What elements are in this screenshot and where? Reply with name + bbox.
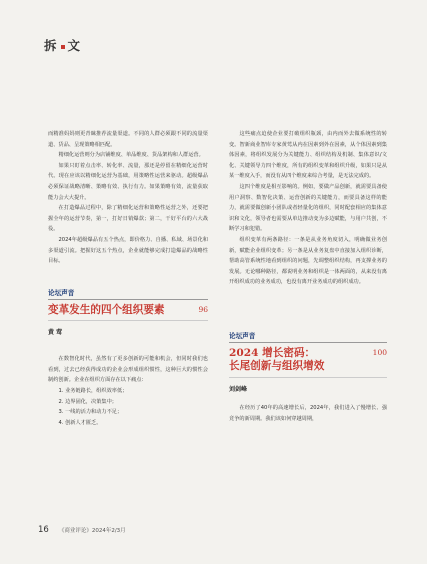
forum-tag: 论坛声音: [229, 331, 256, 340]
left-paragraph: 在打造爆品过程中，除了精细化运营和策略性运营之外，还要把握全年的运营节奏，第一，打好日销爆款；第二，干好平台的六大战役。: [48, 205, 208, 233]
divider: [48, 299, 208, 300]
divider: [48, 320, 208, 321]
left-column: [48, 129, 208, 428]
header-dot: [61, 45, 65, 49]
journal-name: 《商业评论》2024年2/3月: [58, 528, 126, 534]
left-paragraph: 如果只盯着点击率、转化率、流量，那还是停留在精细化运营时代。现在应该以精细化运营为基础，用策略性运营来驱动。超级爆品必须保证战略清晰、策略有效、执行有力。如果策略有效，流量获取能力会大大提升。: [48, 162, 208, 201]
article-author: 刘剑峰: [229, 385, 248, 393]
divider: [229, 342, 387, 343]
article-title-row: [48, 304, 208, 318]
article-title-line-1: 2024 增长密码：: [229, 346, 316, 359]
article-title-row: [229, 347, 387, 374]
article-page-number: 100: [372, 347, 387, 357]
list-item: 1. 业务链路长，组织效率低；: [58, 388, 128, 394]
right-paragraph: 这四个维度是相互影响的。例如，要做产品创新，就需要具备使用户洞察、数智化决策、运营创新的关键能力，而要具备这样的能力，就需要做创新小团队或者轻量化的组织，同时配套相应的集体意识和文化，领导者也需要从单边推动变为多边赋能，与用户共创，不断学习和犯错。: [229, 183, 387, 233]
article-page-number: 96: [198, 304, 208, 314]
left-paragraph: 精细化运营则分为店铺维度、单品维度、货品架构和人群运营。: [58, 152, 204, 159]
list-item: 3. 一线的活力和动力不足；: [58, 409, 123, 416]
right-column: [229, 129, 387, 424]
forum-tag: 论坛声音: [48, 288, 75, 297]
section-header-char-2: 文: [67, 38, 82, 53]
list-item: 2. 边界固化，决策集中；: [58, 398, 117, 405]
article-title: 变革发生的四个组织要素: [48, 303, 165, 316]
right-paragraph: 这些痛点迫使企业要打破组织瓶颈，由内而外去做系统性的转变。智新商业智库专家黄莺从内在因素到外在因素，从个体因素到集体因素，将组织发展分为关键能力、组织结构及机制、集体意识/文化、关键领导力四个维度，所有的组织变革和组织升级，如果只是从某一维度入手，而没有从四个维度来综合考量，是无法完成的。: [229, 131, 387, 180]
list-item: 4. 创新人才匮乏。: [58, 419, 102, 426]
article-intro: 在经历了40年的高速增长后，2024年，我们进入了慢增长、强竞争的新周期。我们该如何穿越周期，: [229, 404, 387, 422]
right-paragraph: 组织变革有两条路径：一条是从业务角度切入，明确做业务创新，赋能企业组织变革；另一条是从业务复盘中直接加入组织诊断，帮助高管系统性地看到组织的问题，先调整组织结构，再支撑业务的发展。无论哪种路径，都说明业务和组织是一体两面的，从来没有离开组织成功的业务成功，也没有离开业务成功的组织成功。: [229, 236, 387, 286]
article-title-line-2: 长尾创新与组织增效: [229, 360, 325, 373]
left-paragraph: 而精准妈妈则更青睐推荐流量渠道。不同的人群必须跟不同的流量渠道、货品、呈现策略相匹配。: [48, 131, 208, 148]
page-number: 16: [38, 525, 49, 535]
left-paragraph: 2024年超级爆品有五个热点，即价格力、自播、私域、场景化和多渠道引流。把握好这五个热点，企业就能够完成打造爆品的战略性目标。: [48, 236, 208, 265]
page-footer: [38, 525, 126, 535]
article-intro: 在数智化时代，虽然有了更多创新的可能和机会，但同时我们也看到，过去已经获得成功的企业会形成组织惯性，这种巨大的惯性会制约创新。企业在组织方面存在以下痛点：: [48, 356, 208, 384]
section-header-char-1: 拆: [44, 38, 58, 53]
divider: [229, 377, 387, 378]
article-author: 黄 莺: [48, 329, 63, 337]
pain-point-list: [48, 386, 208, 428]
section-header: [44, 36, 81, 54]
